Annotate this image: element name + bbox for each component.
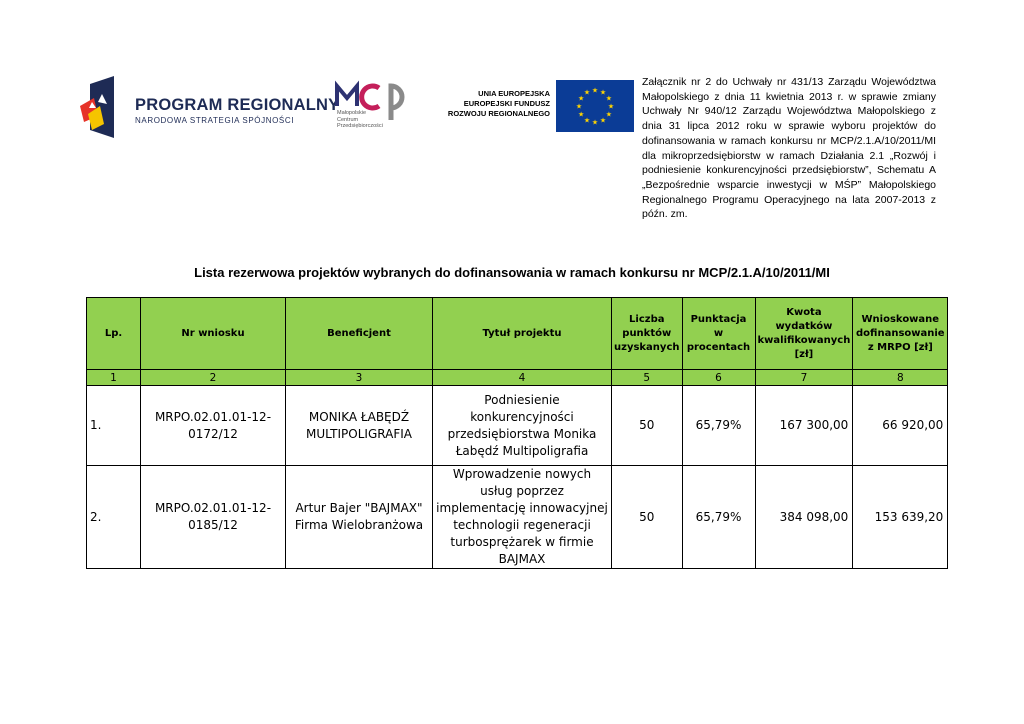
eu-star-icon: ★: [591, 87, 599, 95]
eu-star-icon: ★: [591, 119, 599, 127]
cell-project-title: Podniesienie konkurencyjności przedsiębiorstwa Monika Łabędź Multipoligrafia: [433, 386, 612, 466]
cell-lp: 1.: [87, 386, 141, 466]
cell-beneficiary: Artur Bajer "BAJMAX" Firma Wielobranżowa: [286, 466, 433, 569]
column-number: 4: [433, 370, 612, 386]
cell-requested-funding: 153 639,20: [853, 466, 948, 569]
document-title: Lista rezerwowa projektów wybranych do dofinansowania w ramach konkursu nr MCP/2.1.A/10/2011/MI: [194, 265, 830, 280]
program-regionalny-subtitle: NARODOWA STRATEGIA SPÓJNOŚCI: [135, 116, 295, 125]
eu-fund-label: UNIA EUROPEJSKA EUROPEJSKI FUNDUSZ ROZWOJU REGIONALNEGO: [447, 89, 550, 118]
column-number: 1: [87, 370, 141, 386]
table-row: [87, 466, 948, 569]
eu-star-icon: ★: [583, 117, 591, 125]
eu-star-icon: ★: [575, 103, 583, 111]
header-percentage: Punktacja w procentach: [682, 298, 755, 370]
cell-lp: 2.: [87, 466, 141, 569]
table-column-number-row: [87, 370, 948, 386]
program-regionalny-logo: [80, 76, 340, 138]
annex-text: Załącznik nr 2 do Uchwały nr 431/13 Zarządu Województwa Małopolskiego z dnia 11 kwietnia 2013 r. w sprawie zmiany Uchwały Nr 940/12 Zarządu Województwa Małopolskiego z dnia 31 lipca 2012 roku w sprawie wyboru projektów do dofinansowania w ramach konkursu nr MCP/2.1.A/10/2011/MI dla mikroprzedsiębiorstw w ramach Działania 2.1 „Rozwój i podniesienie konkurencyjności przedsiębiorstw”, Schematu A „Bezpośrednie wsparcie inwestycji w MŚP” Małopolskiego Regionalnego Programu Operacyjnego na lata 2007-2013 z późn. zm.: [642, 76, 936, 221]
header-project-title: Tytuł projektu: [433, 298, 612, 370]
eu-star-icon: ★: [599, 117, 607, 125]
mcp-logo: [335, 80, 415, 138]
eu-flag-icon: [556, 80, 634, 132]
header-points: Liczba punktów uzyskanych: [612, 298, 683, 370]
mcp-logo-text: Małopolskie Centrum Przedsiębiorczości: [337, 110, 383, 129]
program-regionalny-title: PROGRAM REGIONALNY: [135, 96, 340, 114]
cell-percentage: 65,79%: [682, 466, 755, 569]
column-number: 7: [755, 370, 853, 386]
cell-beneficiary: MONIKA ŁABĘDŹ MULTIPOLIGRAFIA: [286, 386, 433, 466]
cell-eligible-costs: 384 098,00: [755, 466, 853, 569]
column-number: 6: [682, 370, 755, 386]
eu-star-icon: ★: [583, 89, 591, 97]
cell-eligible-costs: 167 300,00: [755, 386, 853, 466]
table-row: [87, 386, 948, 466]
eu-star-icon: ★: [578, 95, 585, 103]
column-number: 3: [286, 370, 433, 386]
table-header-row: [87, 298, 948, 370]
column-number: 5: [612, 370, 683, 386]
reserve-list-table: [86, 297, 948, 569]
cell-points: 50: [612, 466, 683, 569]
header-beneficiary: Beneficjent: [286, 298, 433, 370]
eu-star-icon: ★: [599, 89, 607, 97]
cell-project-title: Wprowadzenie nowych usług poprzez implementację innowacyjnej technologii regeneracji turbosprężarek w firmie BAJMAX: [433, 466, 612, 569]
header-lp: Lp.: [87, 298, 141, 370]
column-number: 8: [853, 370, 948, 386]
column-number: 2: [141, 370, 286, 386]
eu-star-icon: ★: [605, 95, 612, 103]
header-eligible-costs: Kwota wydatków kwalifikowanych [zł]: [755, 298, 853, 370]
header-application-number: Nr wniosku: [141, 298, 286, 370]
eu-star-icon: ★: [578, 111, 585, 119]
cell-percentage: 65,79%: [682, 386, 755, 466]
cell-requested-funding: 66 920,00: [853, 386, 948, 466]
eu-star-icon: ★: [607, 103, 615, 111]
header-requested-funding: Wnioskowane dofinansowanie z MRPO [zł]: [853, 298, 948, 370]
cell-application-number: MRPO.02.01.01-12-0185/12: [141, 466, 286, 569]
cell-application-number: MRPO.02.01.01-12-0172/12: [141, 386, 286, 466]
cell-points: 50: [612, 386, 683, 466]
eu-star-icon: ★: [605, 111, 612, 119]
program-regionalny-emblem-icon: [80, 76, 130, 138]
